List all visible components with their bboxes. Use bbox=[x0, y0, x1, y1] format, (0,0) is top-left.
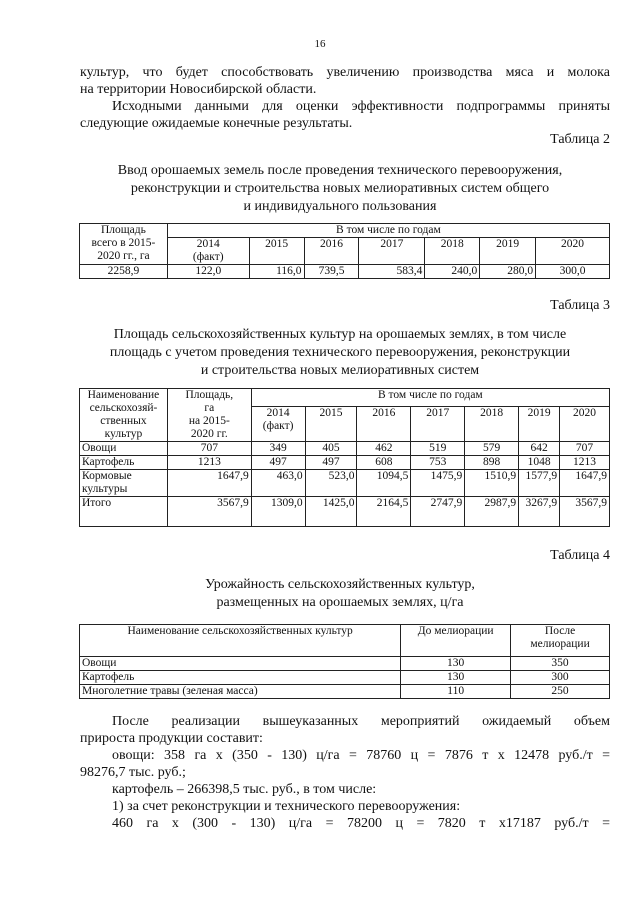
table2-year-header: 2018 bbox=[425, 238, 480, 265]
table3-cell: 349 bbox=[251, 442, 305, 456]
table3-cell: 1213 bbox=[560, 456, 610, 470]
table2-cell: 300,0 bbox=[536, 265, 610, 279]
outro-line-6: 1) за счет реконструкции и технического перевооружения: bbox=[112, 799, 461, 814]
table3-cell: 1425,0 bbox=[305, 497, 357, 527]
table2-title-line: и индивидуального пользования bbox=[243, 199, 437, 214]
page-number: 16 bbox=[314, 38, 326, 50]
intro-line-3: Исходными данными для оценки эффективности подпрограммы приняты bbox=[112, 99, 610, 114]
table4-row-name: Овощи bbox=[80, 657, 401, 671]
table-4 bbox=[79, 624, 610, 699]
table3-cell: 463,0 bbox=[251, 470, 305, 497]
outro-line-4: 98276,7 тыс. руб.; bbox=[80, 765, 186, 780]
intro-line-2: на территории Новосибирской области. bbox=[80, 82, 317, 97]
table3-year-header: 2017 bbox=[411, 407, 465, 442]
table4-cell: 300 bbox=[511, 671, 610, 685]
table3-cell: 523,0 bbox=[305, 470, 357, 497]
table-row bbox=[80, 456, 610, 470]
table3-cell: 497 bbox=[251, 456, 305, 470]
table2-header-area: Площадь всего в 2015- 2020 гг., га bbox=[80, 224, 168, 265]
table3-cell: 898 bbox=[465, 456, 519, 470]
table4-header-name: Наименование сельскохозяйственных культур bbox=[80, 625, 401, 657]
table3-year-header: 2018 bbox=[465, 407, 519, 442]
table4-cell: 130 bbox=[401, 671, 511, 685]
table3-cell: 497 bbox=[305, 456, 357, 470]
table3-cell: 2987,9 bbox=[465, 497, 519, 527]
table3-year-header: 2014 (факт) bbox=[251, 407, 305, 442]
table2-year-header: 2016 bbox=[304, 238, 359, 265]
table2-group-header: В том числе по годам bbox=[167, 224, 609, 238]
table3-caption: Таблица 3 bbox=[550, 298, 610, 313]
table2-cell: 122,0 bbox=[167, 265, 249, 279]
table3-year-header: 2019 bbox=[519, 407, 560, 442]
table-row bbox=[80, 685, 610, 699]
table3-cell: 405 bbox=[305, 442, 357, 456]
table3-year-header: 2016 bbox=[357, 407, 411, 442]
table-row bbox=[80, 265, 610, 279]
table4-title-line: размещенных на орошаемых землях, ц/га bbox=[216, 595, 464, 610]
table3-header-area: Площадь, га на 2015- 2020 гг. bbox=[167, 389, 251, 442]
table2-cell: 739,5 bbox=[304, 265, 359, 279]
table4-cell: 110 bbox=[401, 685, 511, 699]
table2-cell: 583,4 bbox=[359, 265, 425, 279]
table2-cell: 240,0 bbox=[425, 265, 480, 279]
table3-cell: 579 bbox=[465, 442, 519, 456]
intro-line-4: следующие ожидаемые конечные результаты. bbox=[80, 116, 353, 131]
table3-cell: 1647,9 bbox=[560, 470, 610, 497]
outro-line-2: прироста продукции составит: bbox=[80, 731, 263, 746]
table2-title-line: реконструкции и строительства новых мелиоративных систем общего bbox=[130, 181, 550, 196]
table2-cell: 116,0 bbox=[249, 265, 304, 279]
table2-cell: 2258,9 bbox=[80, 265, 168, 279]
table2-caption: Таблица 2 bbox=[550, 132, 610, 147]
table2-year-header: 2014 (факт) bbox=[167, 238, 249, 265]
table-3 bbox=[79, 388, 610, 527]
table3-year-header: 2020 bbox=[560, 407, 610, 442]
table-2 bbox=[79, 223, 610, 279]
table3-cell: 1577,9 bbox=[519, 470, 560, 497]
table3-cell: 2747,9 bbox=[411, 497, 465, 527]
table4-header-before: До мелиорации bbox=[401, 625, 511, 657]
table3-cell: 707 bbox=[167, 442, 251, 456]
table4-title bbox=[70, 576, 610, 612]
table-row bbox=[80, 657, 610, 671]
table4-cell: 250 bbox=[511, 685, 610, 699]
table3-title-line: и строительства новых мелиоративных систем bbox=[200, 363, 480, 378]
table2-year-header: 2020 bbox=[536, 238, 610, 265]
table3-row-name: Итого bbox=[80, 497, 168, 527]
table3-row-name: Кормовые культуры bbox=[80, 470, 168, 497]
table4-row-name: Картофель bbox=[80, 671, 401, 685]
table3-cell: 1213 bbox=[167, 456, 251, 470]
table3-header-name: Наименование сельскохозяй- ственных культур bbox=[80, 389, 168, 442]
table4-caption: Таблица 4 bbox=[550, 548, 610, 563]
table2-year-header: 2015 bbox=[249, 238, 304, 265]
table2-title bbox=[70, 162, 610, 216]
table3-cell: 3267,9 bbox=[519, 497, 560, 527]
table3-cell: 1647,9 bbox=[167, 470, 251, 497]
outro-line-7: 460 га х (300 - 130) ц/га = 78200 ц = 7820 т х17187 руб./т = bbox=[112, 816, 610, 831]
table-row bbox=[80, 470, 610, 497]
table2-cell: 280,0 bbox=[480, 265, 536, 279]
table3-cell: 608 bbox=[357, 456, 411, 470]
table4-row-name: Многолетние травы (зеленая масса) bbox=[80, 685, 401, 699]
table3-title-line: Площадь сельскохозяйственных культур на орошаемых землях, в том числе bbox=[113, 327, 567, 342]
outro-line-5: картофель – 266398,5 тыс. руб., в том числе: bbox=[112, 782, 377, 797]
table3-title bbox=[70, 326, 610, 380]
table3-year-header: 2015 bbox=[305, 407, 357, 442]
table4-cell: 350 bbox=[511, 657, 610, 671]
table3-cell: 519 bbox=[411, 442, 465, 456]
table3-cell: 707 bbox=[560, 442, 610, 456]
table2-year-header: 2019 bbox=[480, 238, 536, 265]
table3-cell: 642 bbox=[519, 442, 560, 456]
table4-cell: 130 bbox=[401, 657, 511, 671]
table3-cell: 1048 bbox=[519, 456, 560, 470]
table4-header-after: После мелиорации bbox=[511, 625, 610, 657]
table3-row-name: Картофель bbox=[80, 456, 168, 470]
table3-cell: 2164,5 bbox=[357, 497, 411, 527]
table3-title-line: площадь с учетом проведения технического перевооружения, реконструкции bbox=[109, 345, 571, 360]
table3-cell: 753 bbox=[411, 456, 465, 470]
outro-line-1: После реализации вышеуказанных мероприятий ожидаемый объем bbox=[112, 714, 610, 729]
table-row bbox=[80, 442, 610, 456]
table3-cell: 1510,9 bbox=[465, 470, 519, 497]
table4-title-line: Урожайность сельскохозяйственных культур, bbox=[205, 577, 475, 592]
table2-year-header: 2017 bbox=[359, 238, 425, 265]
table3-cell: 1094,5 bbox=[357, 470, 411, 497]
table3-cell: 1475,9 bbox=[411, 470, 465, 497]
table3-cell: 1309,0 bbox=[251, 497, 305, 527]
table3-group-header: В том числе по годам bbox=[251, 389, 609, 407]
table3-cell: 462 bbox=[357, 442, 411, 456]
intro-line-1: культур, что будет способствовать увеличению производства мяса и молока bbox=[80, 65, 610, 80]
outro-line-3: овощи: 358 га х (350 - 130) ц/га = 78760 ц = 7876 т х 12478 руб./т = bbox=[112, 748, 610, 763]
table3-row-name: Овощи bbox=[80, 442, 168, 456]
table-row bbox=[80, 497, 610, 527]
table3-cell: 3567,9 bbox=[167, 497, 251, 527]
table3-cell: 3567,9 bbox=[560, 497, 610, 527]
table-row bbox=[80, 671, 610, 685]
table2-title-line: Ввод орошаемых земель после проведения технического перевооружения, bbox=[117, 163, 563, 178]
